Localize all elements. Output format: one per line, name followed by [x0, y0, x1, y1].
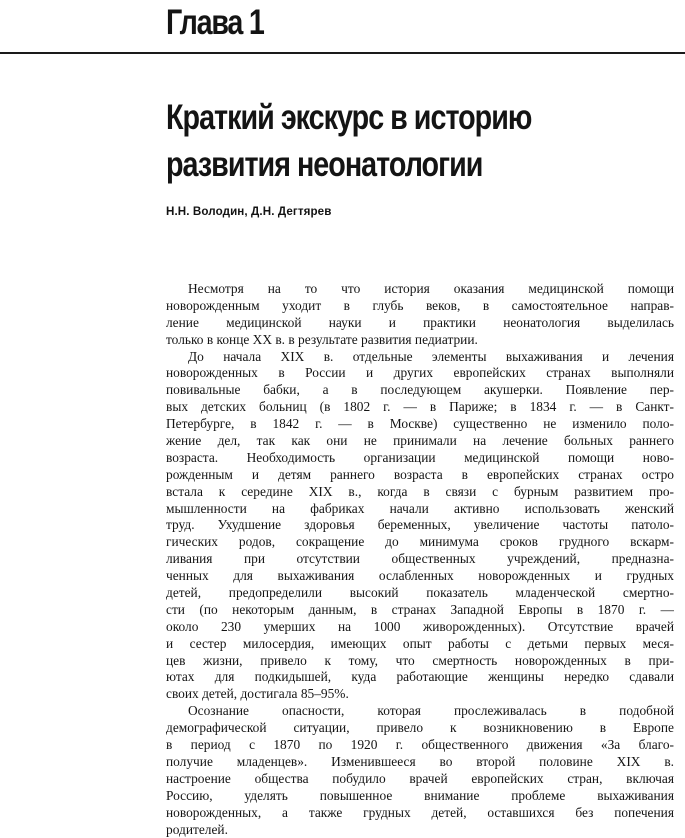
text-line: рожденным и детям раннего возраста в европейских странах остро	[166, 467, 674, 484]
text-line: ливания при отсутствии общественных учреждений, предназна-	[166, 551, 674, 568]
paragraph	[166, 349, 674, 704]
text-line: новорожденным уходит в глубь веков, в самостоятельное направ-	[166, 298, 674, 315]
text-line: Несмотря на то что история оказания медицинской помощи	[166, 281, 674, 298]
text-line: вых детских больниц (в 1802 г. — в Париже; в 1834 г. — в Санкт-	[166, 399, 674, 416]
text-line: труд. Ухудшение здоровья беременных, увеличение частоты патоло-	[166, 517, 674, 534]
text-line: цев жизни, привело к тому, что смертность новорожденных в при-	[166, 653, 674, 670]
paragraph	[166, 281, 674, 349]
title-line: Краткий экскурс в историю	[166, 98, 531, 137]
text-line: новорожденных, а также грудных детей, оставшихся без попечения	[166, 805, 674, 822]
text-line: родителей.	[166, 822, 674, 838]
text-line: детей, предопределили высокий показатель младенческой смертно-	[166, 585, 674, 602]
article-title	[166, 94, 531, 188]
text-line: настроение общества побудило врачей европейских стран, включая	[166, 771, 674, 788]
text-line: возраста. Необходимость организации медицинской помощи ново-	[166, 450, 674, 467]
text-line: ютах для подкидышей, куда работающие женщины нередко сдавали	[166, 669, 674, 686]
text-line: ченных для выхаживания ослабленных новорожденных и грудных	[166, 568, 674, 585]
text-line: встала к середине XIX в., когда в связи с бурным развитием про-	[166, 484, 674, 501]
text-line: повивальные бабки, а в последующем акушерки. Появление пер-	[166, 382, 674, 399]
text-line: мышленности на фабриках начали активно использовать женский	[166, 501, 674, 518]
text-line: своих детей, достигала 85–95%.	[166, 686, 674, 703]
body-text	[166, 281, 674, 838]
title-line: развития неонатологии	[166, 145, 482, 184]
text-line: только в конце XX в. в результате развития педиатрии.	[166, 332, 674, 349]
text-line: около 230 умерших на 1000 живорожденных). Отсутствие врачей	[166, 619, 674, 636]
text-line: жение дел, так как они не принимали на лечение больных раннего	[166, 433, 674, 450]
chapter-label: Глава 1	[166, 1, 264, 45]
text-line: получие младенцев». Изменившееся во второй половине XIX в.	[166, 754, 674, 771]
text-line: и сестер милосердия, имеющих опыт работы с детьми первых меся-	[166, 636, 674, 653]
text-line: ление медицинской науки и практики неонатология выделилась	[166, 315, 674, 332]
text-line: Петербурге, в 1842 г. — в Москве) существенно не изменило поло-	[166, 416, 674, 433]
authors: Н.Н. Володин, Д.Н. Дегтярев	[166, 205, 331, 218]
text-line: в период с 1870 по 1920 г. общественного движения «За благо-	[166, 737, 674, 754]
text-line: Осознание опасности, которая прослеживалась в подобной	[166, 703, 674, 720]
text-line: сти (по некоторым данным, в странах Западной Европы в 1870 г. —	[166, 602, 674, 619]
paragraph	[166, 703, 674, 838]
text-line: демографической ситуации, привело к возникновению в Европе	[166, 720, 674, 737]
text-line: До начала XIX в. отдельные элементы выхаживания и лечения	[166, 349, 674, 366]
text-line: Россию, уделять повышенное внимание проблеме выхаживания	[166, 788, 674, 805]
chapter-header	[0, 0, 685, 54]
text-line: новорожденных в России и других европейских странах выполняли	[166, 365, 674, 382]
text-line: гических родов, сокращение до минимума сроков грудного вскарм-	[166, 534, 674, 551]
